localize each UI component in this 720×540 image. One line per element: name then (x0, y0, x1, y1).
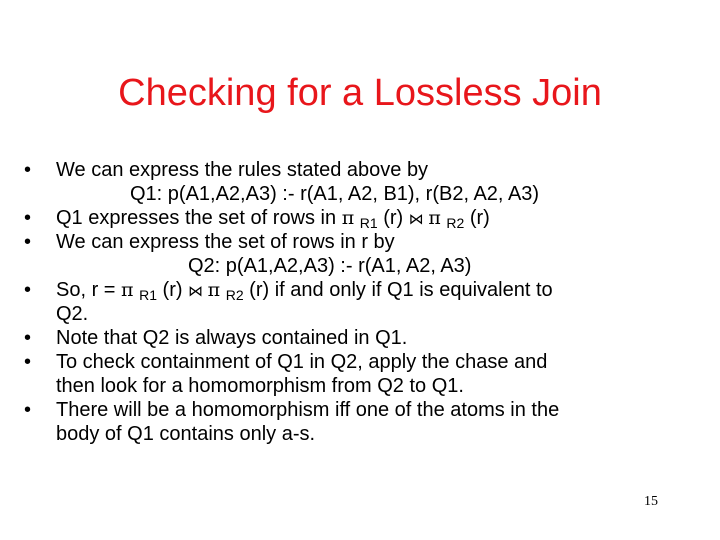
pi-symbol: π (428, 207, 441, 229)
list-item (24, 374, 694, 398)
bullet-text-continued: Q2. (56, 303, 89, 325)
list-item (24, 278, 694, 302)
bullet-text: There will be a homomorphism iff one of the atoms in the (56, 399, 560, 421)
list-item (24, 422, 694, 446)
text-segment: (r) (377, 207, 409, 229)
bullet-text: To check containment of Q1 in Q2, apply the chase and (56, 351, 548, 373)
pi-symbol: π (341, 207, 355, 229)
join-symbol: ⋈ (408, 210, 423, 228)
query-q2: Q2: p(A1,A2,A3) :- r(A1, A2, A3) (188, 255, 472, 277)
bullet-text: We can express the set of rows in r by (56, 231, 395, 253)
subscript-r1: R1 (139, 287, 157, 303)
join-symbol: ⋈ (188, 282, 203, 300)
bullet-text-continued: body of Q1 contains only a-s. (56, 423, 316, 445)
bullet-icon (24, 326, 38, 350)
bullet-list (24, 158, 694, 446)
list-item (24, 398, 694, 422)
bullet-icon (24, 398, 38, 422)
query-q1: Q1: p(A1,A2,A3) :- r(A1, A2, B1), r(B2, A2, A3) (130, 183, 540, 205)
bullet-text (56, 278, 553, 303)
list-item (24, 350, 694, 374)
subscript-r2: R2 (446, 215, 465, 231)
list-item (24, 158, 694, 182)
list-item (24, 230, 694, 254)
bullet-text (56, 206, 490, 231)
bullet-icon (24, 350, 38, 374)
page-number: 15 (644, 494, 658, 509)
bullet-icon (24, 230, 38, 254)
text-segment: So, r = (56, 279, 122, 301)
list-item (24, 326, 694, 350)
pi-symbol: π (121, 279, 134, 301)
list-item (24, 182, 694, 206)
bullet-text: We can express the rules stated above by (56, 159, 429, 181)
text-segment: (r) if and only if Q1 is equivalent to (243, 279, 553, 301)
text-segment: (r) (157, 279, 189, 301)
bullet-icon (24, 206, 38, 230)
list-item (24, 302, 694, 326)
list-item (24, 206, 694, 230)
subscript-r1: R1 (359, 215, 378, 231)
bullet-text: Note that Q2 is always contained in Q1. (56, 327, 408, 349)
slide-title: Checking for a Lossless Join (118, 72, 602, 114)
subscript-r2: R2 (225, 287, 244, 303)
list-item (24, 254, 694, 278)
pi-symbol: π (207, 279, 221, 301)
bullet-icon (24, 278, 38, 302)
bullet-icon (24, 158, 38, 182)
text-segment: (r) (464, 207, 490, 229)
text-segment: Q1 expresses the set of rows in (56, 207, 342, 229)
bullet-text-continued: then look for a homomorphism from Q2 to Q1. (56, 375, 464, 397)
